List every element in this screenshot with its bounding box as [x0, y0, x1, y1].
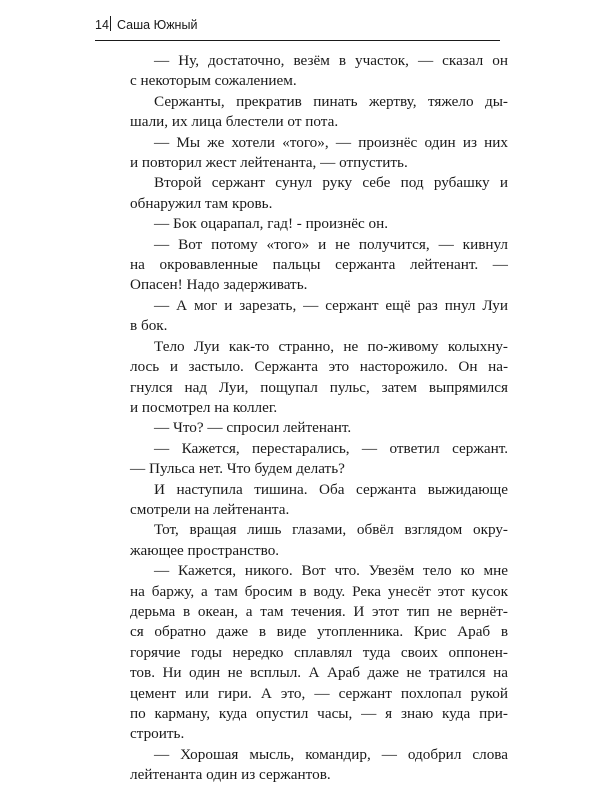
text-line: дерьма в океан, а там течения. И этот тип не вернёт- [130, 602, 508, 620]
text-line: гнулся над Луи, пощупал пульс, затем выпрямился [130, 378, 508, 396]
text-line: лейтенанта один из сержантов. [130, 766, 331, 784]
text-line: цемент или гири. А это, — сержант похлопал рукой [130, 684, 508, 702]
text-line: ся обратно даже в виде утопленника. Крис Араб в [130, 623, 508, 641]
text-line: — Что? — спросил лейтенант. [154, 419, 352, 437]
text-line: Тот, вращая лишь глазами, обвёл взглядом окру- [154, 521, 508, 539]
text-line: на окровавленные пальцы сержанта лейтенант. — [130, 256, 508, 274]
text-line: тов. Ни один не всплыл. А Араб даже не тратился на [130, 664, 508, 682]
text-line: Второй сержант сунул руку себе под рубашку и [154, 174, 508, 192]
text-line: — Пульса нет. Что будем делать? [130, 460, 345, 478]
header-separator [110, 16, 111, 31]
text-line: и повторил жест лейтенанта, — отпустить. [130, 154, 408, 172]
text-line: обнаружил там кровь. [130, 194, 273, 212]
text-line: Тело Луи как-то странно, не по-живому колыхну- [154, 337, 508, 355]
body-text [130, 51, 508, 786]
text-line: Опасен! Надо задерживать. [130, 276, 308, 294]
text-line: шали, их лица блестели от пота. [130, 113, 339, 131]
text-line: — Кажется, перестарались, — ответил сержант. [154, 439, 508, 457]
text-line: Сержанты, прекратив пинать жертву, тяжело ды- [154, 92, 508, 110]
page-number: 14 [95, 18, 109, 32]
text-line: — Хорошая мысль, командир, — одобрил слова [154, 745, 508, 763]
text-line: и посмотрел на коллег. [130, 398, 278, 416]
text-line: по карману, куда опустил часы, — я знаю куда при- [130, 705, 508, 722]
text-line: И наступила тишина. Оба сержанта выжидающе [154, 480, 508, 498]
running-header [95, 16, 500, 41]
text-line: лось и застыло. Сержанта это насторожило. Он на- [130, 358, 508, 376]
text-line: строить. [130, 725, 185, 743]
text-line: в бок. [130, 317, 168, 335]
text-line: — Бок оцарапал, гад! - произнёс он. [154, 215, 389, 233]
text-line: с некоторым сожалением. [130, 72, 297, 90]
text-line: горячие годы нередко сплавлял туда своих оппонен- [130, 643, 508, 661]
text-line: смотрели на лейтенанта. [130, 500, 290, 518]
text-line: жающее пространство. [130, 541, 280, 559]
text-line: — Ну, достаточно, везём в участок, — сказал он [154, 52, 508, 69]
text-line: на баржу, а там бросим в воду. Река унесёт этот кусок [130, 582, 508, 600]
text-line: — А мог и зарезать, — сержант ещё раз пнул Луи [154, 296, 508, 314]
text-line: — Вот потому «того» и не получится, — кивнул [154, 235, 508, 253]
text-line: — Мы же хотели «того», — произнёс один из них [154, 133, 508, 151]
running-head-author: Саша Южный [117, 18, 198, 32]
text-line: — Кажется, никого. Вот что. Увезём тело ко мне [154, 562, 508, 580]
